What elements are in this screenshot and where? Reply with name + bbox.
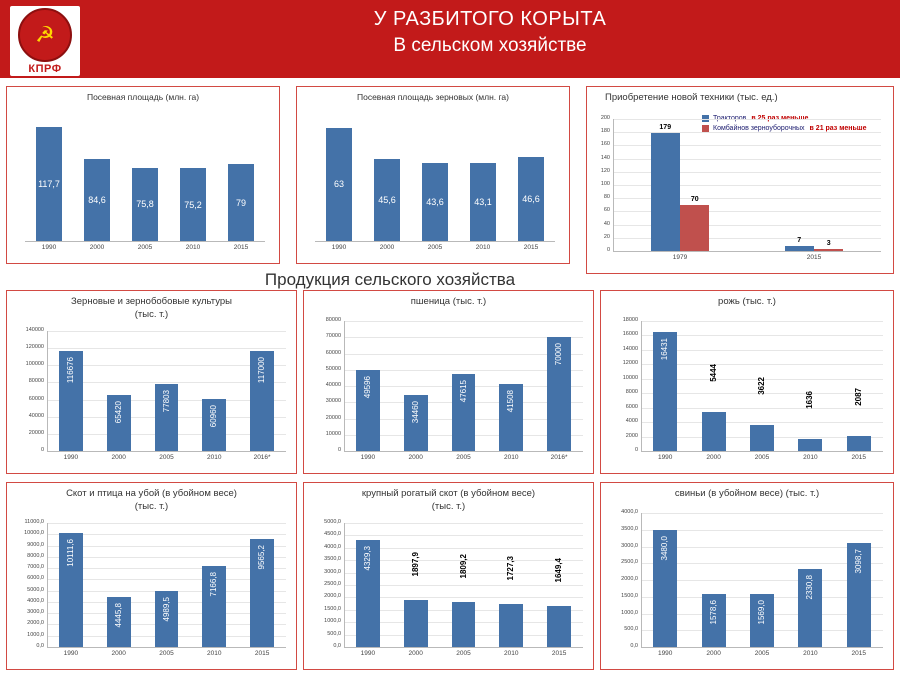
x-axis-tick-label: 2010	[803, 454, 818, 461]
bar-value-label: 179	[659, 123, 672, 131]
x-axis-tick-label: 1990	[657, 650, 673, 657]
y-axis-tick-label: 140000	[25, 327, 44, 333]
y-axis-tick-label: 70000	[325, 333, 341, 340]
chart-panel-livestock-poultry	[6, 482, 297, 670]
chart-panel-wheat	[303, 290, 594, 474]
bar-value-label: 1727,3	[506, 556, 516, 581]
legend-label: Комбайнов зерноуборочных	[713, 125, 805, 132]
x-axis-tick-label: 2005	[137, 244, 153, 251]
x-axis-tick-label: 2000	[408, 454, 423, 461]
x-axis-tick-label: 2010	[475, 244, 491, 251]
bar-value-label: 9565,2	[257, 545, 267, 570]
gridline	[641, 364, 883, 365]
y-axis-tick-label: 2000,0	[324, 593, 341, 600]
y-axis-tick-label: 120000	[25, 344, 44, 351]
x-axis-tick-label: 2005	[754, 454, 770, 461]
chart-panel-new-machinery	[586, 86, 894, 274]
bar-value-label: 3	[826, 240, 831, 248]
y-axis	[613, 119, 614, 251]
x-axis	[344, 451, 583, 452]
chart-title: Посевная площадь (млн. га)	[86, 92, 200, 102]
chart-title: Посевная площадь зерновых (млн. га)	[356, 92, 509, 102]
bar-value-label: 3098,7	[853, 549, 863, 574]
y-axis-tick-label: 2500,0	[324, 581, 341, 587]
page-header	[0, 0, 900, 78]
bar-value-label: 116676	[65, 356, 75, 384]
bar	[680, 205, 709, 251]
y-axis-tick-label: 3000,0	[27, 609, 44, 616]
y-axis-tick-label: 1500,0	[621, 592, 638, 599]
bar-value-label: 4329,3	[362, 545, 372, 571]
gridline	[47, 348, 286, 349]
bar-value-label: 45,6	[378, 194, 396, 205]
x-axis-tick-label: 2005	[159, 650, 174, 657]
x-axis-tick-label: 2015	[233, 244, 249, 251]
y-axis-tick-label: 60000	[28, 395, 44, 402]
y-axis-tick-label: 4000,0	[324, 543, 341, 550]
gridline	[344, 597, 583, 598]
x-axis-tick-label: 2005	[427, 244, 443, 251]
y-axis-tick-label: 4000,0	[621, 509, 638, 515]
bar-chart-grain-legumes	[7, 291, 296, 473]
bar-value-label: 3622	[757, 376, 766, 395]
y-axis	[641, 321, 642, 451]
chart-title-line2: (тыс. т.)	[134, 500, 169, 512]
x-axis-tick-label: 2015	[551, 650, 567, 657]
bar-value-label: 16431	[660, 338, 670, 361]
gridline	[641, 408, 883, 409]
x-axis	[47, 451, 286, 452]
y-axis-tick-label: 80	[603, 194, 610, 201]
y-axis-tick-label: 3000,0	[324, 568, 341, 575]
bar	[847, 436, 871, 451]
y-axis-tick-label: 3500,0	[621, 525, 638, 532]
bar-value-label: 1809,2	[458, 554, 468, 579]
chart-panel-sown-area-grain	[296, 86, 570, 264]
bar-chart-new-machinery	[587, 87, 893, 273]
y-axis	[344, 321, 345, 451]
bar-value-label: 34460	[410, 401, 420, 424]
bar-value-label: 117000	[257, 356, 267, 383]
y-axis-tick-label: 10000	[622, 374, 638, 381]
x-axis-tick-label: 2010	[504, 454, 519, 461]
chart-title: пшеница (тыс. т.)	[410, 296, 487, 307]
bar-value-label: 7	[797, 237, 802, 245]
y-axis-tick-label: 100	[600, 181, 610, 187]
y-axis-tick-label: 12000	[622, 360, 638, 367]
y-axis-tick-label: 1500,0	[324, 605, 341, 612]
bar-chart-livestock-poultry	[7, 483, 296, 669]
chart-title-line1: крупный рогатый скот (в убойном весе)	[361, 488, 536, 499]
bar	[785, 246, 814, 251]
y-axis-tick-label: 140	[600, 154, 610, 161]
x-axis-tick-label: 2005	[159, 454, 174, 461]
gridline	[641, 335, 883, 336]
bar-chart-wheat	[304, 291, 593, 473]
bar-value-label: 4989,5	[161, 596, 171, 622]
gridline	[344, 523, 583, 524]
bar	[750, 425, 774, 451]
y-axis-tick-label: 60	[603, 207, 610, 214]
x-axis-tick-label: 2010	[207, 454, 222, 461]
y-axis-tick-label: 40000	[28, 412, 44, 419]
bar-value-label: 4445,8	[113, 602, 123, 628]
bar-value-label: 7166,8	[209, 572, 219, 597]
y-axis-tick-label: 2000,0	[621, 576, 638, 582]
logo-label: КПРФ	[28, 62, 62, 75]
bar-chart-cattle	[304, 483, 593, 669]
y-axis-tick-label: 500,0	[624, 626, 638, 633]
y-axis-tick-label: 0	[40, 447, 44, 453]
bar-value-label: 60960	[209, 404, 219, 427]
x-axis-tick-label: 2016*	[253, 454, 271, 461]
bar	[404, 600, 428, 647]
x-axis-tick-label: 1990	[63, 454, 79, 461]
x-axis-tick-label: 2015	[254, 650, 270, 657]
bar-value-label: 1578,6	[708, 600, 718, 625]
bar-value-label: 75,8	[136, 199, 154, 210]
y-axis-tick-label: 0	[337, 447, 341, 453]
chart-title-line2: (тыс. т.)	[431, 500, 466, 512]
y-axis-tick-label: 2000,0	[27, 620, 44, 627]
chart-panel-sown-area	[6, 86, 280, 264]
y-axis-tick-label: 6000,0	[27, 575, 44, 582]
y-axis-tick-label: 4500,0	[324, 531, 341, 538]
x-axis-tick-label: 2015	[806, 254, 822, 261]
x-axis	[344, 647, 583, 648]
bar-chart-sown-area	[7, 87, 279, 263]
chart-panel-grain-legumes	[6, 290, 297, 474]
bar-value-label: 1897,9	[410, 551, 420, 577]
y-axis-tick-label: 100000	[25, 361, 44, 368]
y-axis-tick-label: 40	[603, 220, 610, 227]
bar-value-label: 75,2	[184, 199, 202, 210]
bar-value-label: 10111,6	[65, 539, 75, 567]
y-axis-tick-label: 8000,0	[27, 552, 44, 559]
bar	[798, 439, 822, 451]
y-axis	[47, 331, 48, 451]
y-axis	[47, 523, 48, 647]
bar-value-label: 2087	[853, 387, 863, 406]
y-axis-tick-label: 30000	[325, 398, 341, 405]
y-axis-tick-label: 3500,0	[324, 556, 341, 563]
x-axis	[613, 251, 881, 252]
y-axis-tick-label: 18000	[622, 317, 638, 323]
page-title: У РАЗБИТОГО КОРЫТА	[373, 8, 607, 30]
chart-panel-cattle	[303, 482, 594, 670]
x-axis	[641, 647, 883, 648]
bar-value-label: 3480,0	[660, 536, 670, 561]
x-axis-tick-label: 2015	[523, 244, 539, 251]
header-titles	[90, 8, 890, 57]
x-axis-tick-label: 2010	[185, 244, 201, 251]
bar-value-label: 1569,0	[757, 600, 766, 625]
y-axis	[344, 523, 345, 647]
y-axis-tick-label: 8000	[625, 389, 638, 396]
y-axis-tick-label: 180	[600, 128, 610, 135]
bar	[651, 133, 680, 251]
bar-value-label: 43,6	[426, 196, 444, 207]
bar-value-label: 79	[235, 197, 246, 208]
gridline	[47, 331, 286, 332]
y-axis-tick-label: 16000	[622, 331, 638, 338]
chart-title: Приобретение новой техники (тыс. ед.)	[605, 92, 778, 103]
y-axis-tick-label: 0,0	[333, 643, 341, 649]
bar-value-label: 1636	[805, 391, 815, 409]
gridline	[344, 535, 583, 536]
x-axis-tick-label: 2005	[456, 454, 471, 461]
chart-title-line1: Зерновые и зернобобовые культуры	[71, 296, 232, 307]
bar-value-label: 43,1	[474, 197, 492, 208]
y-axis-tick-label: 9000,0	[27, 541, 44, 548]
bar-chart-rye	[601, 291, 893, 473]
x-axis-tick-label: 2000	[408, 650, 423, 657]
y-axis-tick-label: 14000	[622, 345, 638, 352]
y-axis-tick-label: 4000,0	[27, 597, 44, 604]
y-axis-tick-label: 20000	[28, 429, 44, 436]
y-axis-tick-label: 0,0	[36, 643, 44, 649]
x-axis-tick-label: 2000	[379, 244, 395, 251]
bar-value-label: 41508	[506, 389, 516, 412]
x-axis-tick-label: 2010	[803, 650, 818, 657]
y-axis-tick-label: 10000,0	[24, 530, 44, 537]
y-axis-tick-label: 2000	[625, 432, 638, 439]
bar-value-label: 70	[690, 195, 699, 203]
gridline	[641, 321, 883, 322]
gridline	[641, 530, 883, 531]
x-axis-tick-label: 2015	[851, 454, 867, 461]
bar-value-label: 63	[333, 179, 344, 190]
bar	[702, 412, 726, 451]
y-axis-tick-label: 2500,0	[621, 559, 638, 566]
x-axis-tick-label: 2000	[111, 650, 126, 657]
x-axis-tick-label: 2005	[754, 650, 770, 657]
page-subtitle: В сельском хозяйстве	[393, 35, 587, 56]
bar-value-label: 1649,4	[554, 558, 564, 583]
bar-value-label: 70000	[554, 343, 564, 366]
hammer-sickle-icon: ☭	[18, 8, 72, 62]
y-axis-tick-label: 40000	[325, 382, 341, 388]
x-axis	[25, 241, 265, 242]
gridline	[641, 350, 883, 351]
y-axis-tick-label: 4000	[625, 418, 638, 425]
bar-value-label: 46,6	[522, 194, 540, 205]
x-axis-tick-label: 2016*	[550, 454, 568, 461]
bar-value-label: 49596	[362, 376, 372, 399]
chart-title: рожь (тыс. т.)	[718, 296, 776, 307]
gridline	[47, 523, 286, 524]
y-axis	[641, 513, 642, 647]
gridline	[613, 119, 881, 120]
bar-value-label: 84,6	[88, 195, 106, 205]
bar-value-label: 5444	[708, 363, 718, 382]
x-axis-tick-label: 1990	[360, 650, 376, 657]
x-axis-tick-label: 2005	[456, 650, 471, 657]
y-axis-tick-label: 10000	[325, 430, 341, 437]
x-axis-tick-label: 1990	[63, 650, 79, 657]
x-axis-tick-label: 1979	[672, 254, 688, 261]
y-axis-tick-label: 80000	[28, 378, 44, 385]
y-axis-tick-label: 0,0	[630, 643, 638, 649]
x-axis-tick-label: 2015	[851, 650, 867, 657]
y-axis-tick-label: 0	[634, 447, 638, 453]
gridline	[344, 585, 583, 586]
x-axis-tick-label: 2000	[111, 454, 126, 461]
chart-title: свиньи (в убойном весе) (тыс. т.)	[674, 488, 820, 499]
bar	[452, 602, 476, 647]
chart-title-line2: (тыс. т.)	[134, 308, 169, 320]
x-axis-tick-label: 2010	[207, 650, 222, 657]
y-axis-tick-label: 20	[603, 233, 610, 240]
x-axis-tick-label: 1990	[657, 454, 673, 461]
y-axis-tick-label: 200	[600, 115, 610, 121]
y-axis-tick-label: 120	[600, 167, 610, 174]
x-axis-tick-label: 1990	[41, 244, 57, 251]
bar	[547, 606, 571, 647]
y-axis-tick-label: 5000,0	[27, 586, 44, 593]
y-axis-tick-label: 5000,0	[324, 519, 341, 525]
gridline	[641, 513, 883, 514]
y-axis-tick-label: 60000	[325, 349, 341, 356]
bar-value-label: 77803	[161, 390, 171, 413]
chart-title-line1: Скот и птица на убой (в убойном весе)	[66, 488, 237, 499]
x-axis	[47, 647, 286, 648]
bar-value-label: 65420	[113, 400, 123, 424]
gridline	[47, 534, 286, 535]
y-axis-tick-label: 6000	[625, 403, 638, 410]
x-axis-tick-label: 2000	[89, 244, 105, 251]
y-axis-tick-label: 7000,0	[27, 564, 44, 571]
gridline	[344, 321, 583, 322]
legend-note: в 21 раз меньше	[809, 125, 867, 132]
chart-panel-rye	[600, 290, 894, 474]
bar	[814, 249, 843, 251]
chart-panel-pigs	[600, 482, 894, 670]
y-axis-tick-label: 0	[606, 247, 610, 253]
x-axis	[641, 451, 883, 452]
section-title: Продукция сельского хозяйства	[264, 270, 516, 289]
x-axis-tick-label: 2000	[706, 650, 721, 657]
bar	[499, 604, 523, 647]
y-axis-tick-label: 20000	[325, 414, 341, 421]
gridline	[641, 422, 883, 423]
bar-chart-sown-area-grain	[297, 87, 569, 263]
x-axis-tick-label: 1990	[331, 244, 347, 251]
y-axis-tick-label: 1000,0	[324, 618, 341, 625]
kprf-logo	[8, 4, 82, 78]
bar-value-label: 2330,8	[805, 574, 815, 600]
x-axis-tick-label: 2000	[706, 454, 721, 461]
y-axis-tick-label: 500,0	[327, 630, 341, 637]
bar-chart-pigs	[601, 483, 893, 669]
bar-value-label: 47615	[458, 379, 468, 402]
y-axis-tick-label: 160	[600, 141, 610, 148]
y-axis-tick-label: 1000,0	[621, 609, 638, 616]
y-axis-tick-label: 1000,0	[27, 631, 44, 638]
x-axis	[315, 241, 555, 242]
y-axis-tick-label: 80000	[325, 317, 341, 323]
y-axis-tick-label: 50000	[325, 365, 341, 372]
x-axis-tick-label: 1990	[360, 454, 376, 461]
bar-value-label: 117,7	[38, 178, 60, 189]
x-axis-tick-label: 2010	[504, 650, 519, 657]
y-axis-tick-label: 3000,0	[621, 542, 638, 549]
gridline	[344, 548, 583, 549]
y-axis-tick-label: 11000,0	[24, 519, 44, 525]
